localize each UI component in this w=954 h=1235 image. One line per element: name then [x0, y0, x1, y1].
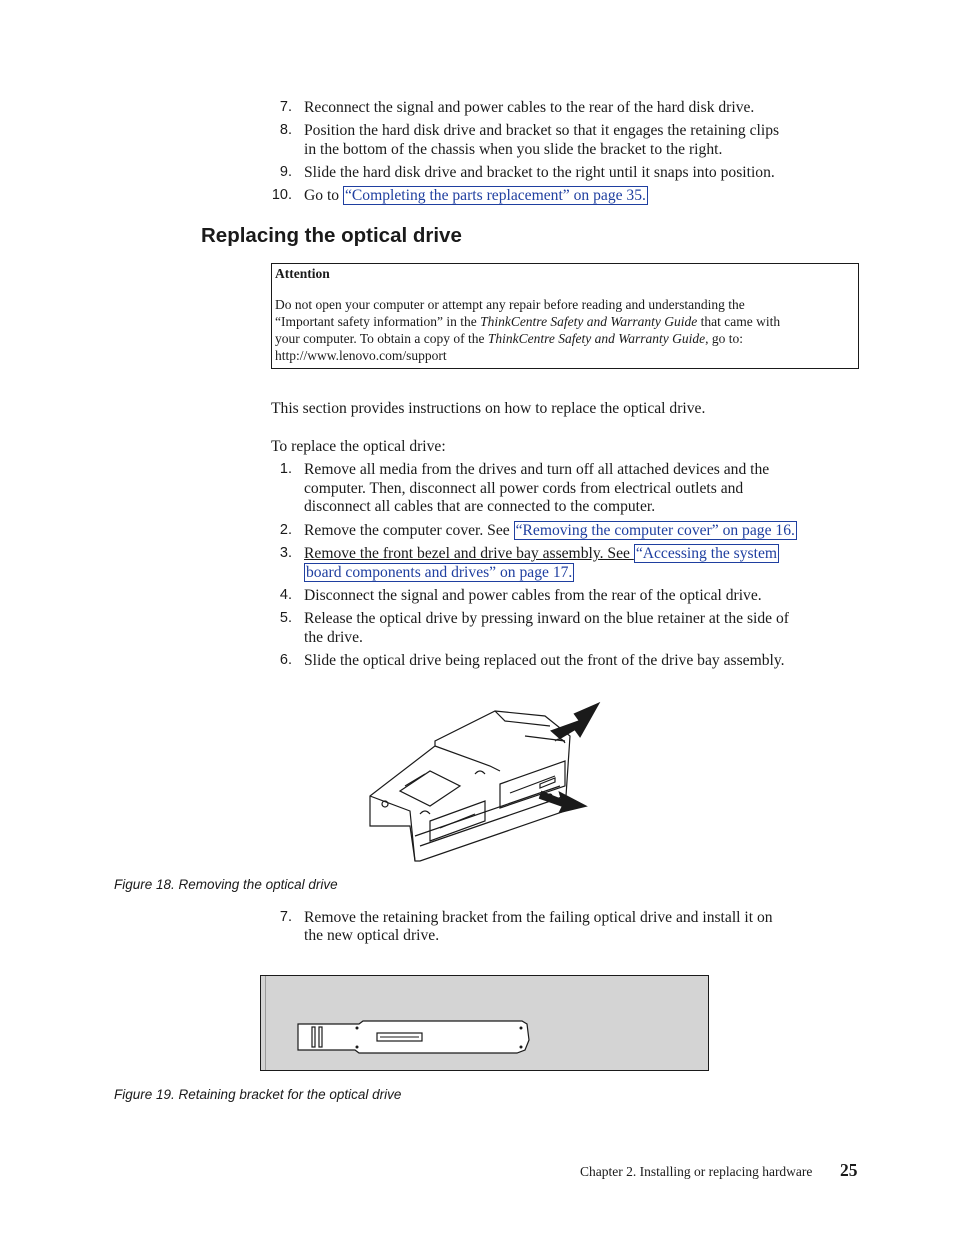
step-text: in the bottom of the chassis when you slide the bracket to the right.: [304, 141, 723, 158]
step-number: 1.: [279, 461, 292, 477]
step-text: Remove all media from the drives and turn off all attached devices and the: [304, 461, 770, 478]
step-text: Remove the computer cover. See: [304, 522, 514, 539]
section-title: Replacing the optical drive: [201, 224, 462, 247]
step-text: computer. Then, disconnect all power cords from electrical outlets and: [304, 480, 744, 497]
attention-title: Attention: [275, 266, 330, 281]
figure-border-line: [265, 976, 266, 1070]
step-text: Go to: [304, 187, 343, 204]
step-text: Remove the retaining bracket from the failing optical drive and install it on: [304, 909, 773, 926]
step-number: 3.: [279, 545, 292, 561]
attention-line-1: Do not open your computer or attempt any repair before reading and understanding the: [275, 297, 745, 312]
retaining-bracket-figure: [260, 975, 709, 1071]
attention-box: [271, 263, 859, 369]
step-text: Reconnect the signal and power cables to the rear of the hard disk drive.: [304, 99, 755, 116]
step-text: Remove the front bezel and drive bay assembly. See: [304, 545, 634, 562]
support-url: http://www.lenovo.com/support: [275, 348, 447, 363]
insert-arrow-icon: [552, 704, 598, 738]
step-text: disconnect all cables that are connected to the computer.: [304, 498, 656, 515]
to-replace-paragraph: To replace the optical drive:: [271, 438, 446, 455]
step-text: the drive.: [304, 629, 363, 646]
step-number: 7.: [279, 99, 292, 115]
footer-chapter: Chapter 2. Installing or replacing hardware: [580, 1164, 813, 1179]
attention-line-3: your computer. To obtain a copy of the ThinkCentre Safety and Warranty Guide, go to:: [275, 331, 744, 346]
step-number: 7.: [279, 909, 292, 925]
figure-19-caption: Figure 19. Retaining bracket for the optical drive: [114, 1087, 402, 1102]
step-text: Slide the optical drive being replaced out the front of the drive bay assembly.: [304, 652, 785, 669]
step-number: 8.: [279, 122, 292, 138]
page-number: 25: [840, 1160, 858, 1180]
attention-line-2: “Important safety information” in the ThinkCentre Safety and Warranty Guide that came with: [275, 314, 781, 329]
step-number: 2.: [279, 522, 292, 538]
step-text: Disconnect the signal and power cables from the rear of the optical drive.: [304, 587, 762, 604]
accessing-system-board-link[interactable]: “Accessing the system: [635, 545, 778, 562]
step-text: Slide the hard disk drive and bracket to the right until it snaps into position.: [304, 164, 775, 181]
step-text: Position the hard disk drive and bracket so that it engages the retaining clips: [304, 122, 780, 139]
step-text: Release the optical drive by pressing inward on the blue retainer at the side of: [304, 610, 789, 627]
step-number: 5.: [279, 610, 292, 626]
accessing-system-board-link-cont[interactable]: board components and drives” on page 17.: [306, 564, 573, 581]
step-text: the new optical drive.: [304, 927, 440, 944]
intro-paragraph: This section provides instructions on how to replace the optical drive.: [271, 400, 706, 417]
step-number: 10.: [271, 187, 292, 203]
completing-parts-replacement-link[interactable]: “Completing the parts replacement” on page 35.: [344, 187, 646, 204]
step-number: 4.: [279, 587, 292, 603]
optical-drive-removal-illustration: [360, 696, 610, 866]
removing-computer-cover-link[interactable]: “Removing the computer cover” on page 16.: [515, 522, 795, 539]
figure-18-caption: Figure 18. Removing the optical drive: [114, 877, 338, 892]
retaining-bracket-illustration: [297, 1020, 532, 1054]
step-number: 9.: [279, 164, 292, 180]
step-number: 6.: [279, 652, 292, 668]
